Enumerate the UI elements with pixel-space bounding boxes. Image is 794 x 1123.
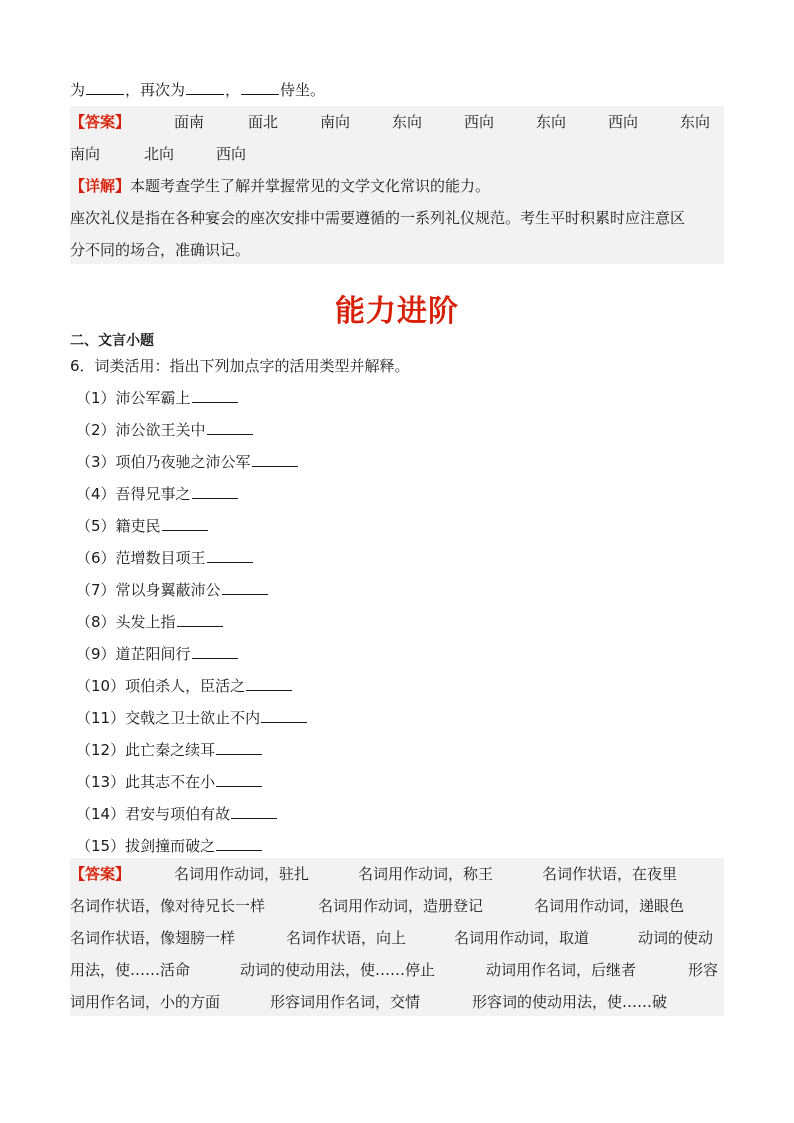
item-text: （6）范增数目项王 [76, 549, 206, 567]
answer-row [70, 926, 724, 950]
blank-line [216, 738, 262, 755]
question-item [76, 482, 239, 506]
answer-item: 名词作状语，像翅膀一样 [70, 929, 236, 947]
question-item [76, 514, 209, 538]
answer-item: 南向 [320, 113, 351, 131]
item-text: （15）拔剑撞而破之 [76, 837, 216, 855]
question-item [76, 386, 239, 410]
item-text: （7）常以身翼蔽沛公 [76, 581, 221, 599]
answer-row [70, 958, 724, 982]
answer-item: 面北 [248, 113, 279, 131]
section-title: 二、文言小题 [70, 333, 154, 349]
answer-row [70, 990, 724, 1014]
blank-line [222, 578, 268, 595]
item-text: （14）君安与项伯有故 [76, 805, 231, 823]
text-fragment: 为 [70, 81, 86, 99]
blank-line [207, 418, 253, 435]
blank-line [231, 802, 277, 819]
answer-item: 东向 [680, 113, 711, 131]
question-item [76, 802, 278, 826]
question-item [76, 418, 254, 442]
answer-item: 东向 [536, 113, 567, 131]
item-text: （9）道芷阳间行 [76, 645, 191, 663]
answer-item: 名词作状语，向上 [286, 929, 407, 947]
item-text: （1）沛公军霸上 [76, 389, 191, 407]
answer-item: 西向 [216, 145, 247, 163]
section-heading: 能力进阶 [335, 294, 459, 329]
answer-row [70, 894, 724, 918]
answer-box-2 [70, 858, 724, 1016]
blank-line [246, 674, 292, 691]
answer-item: 动词用作名词，后继者 [486, 961, 637, 979]
blank-line [192, 386, 238, 403]
item-text: （4）吾得兄事之 [76, 485, 191, 503]
answer-item: 西向 [464, 113, 495, 131]
blank-line [261, 706, 307, 723]
answer-item: 面南 [174, 113, 205, 131]
answer-tag: 【答案】 [70, 113, 131, 131]
question-item [76, 770, 263, 794]
detail-tag: 【详解】 [70, 177, 131, 195]
question-item [76, 610, 224, 634]
answer-item: 名词作状语，在夜里 [542, 865, 678, 883]
answer-item: 形容 [688, 961, 719, 979]
answer-item: 名词用作动词，取道 [454, 929, 590, 947]
question-item [76, 674, 293, 698]
answer-item: 西向 [608, 113, 639, 131]
blank-line [86, 78, 124, 95]
answer-item: 动词的使动用法，使……停止 [240, 961, 436, 979]
detail-line: 分不同的场合，准确识记。 [70, 241, 251, 259]
detail-line [70, 174, 490, 198]
question-item [76, 834, 263, 858]
item-text: （2）沛公欲王关中 [76, 421, 206, 439]
question-text: 6．词类活用：指出下列加点字的活用类型并解释。 [70, 357, 410, 375]
blank-line [192, 642, 238, 659]
text-fragment: 侍坐。 [280, 81, 326, 99]
item-text: （3）项伯乃夜驰之沛公军 [76, 453, 251, 471]
answer-item: 名词作状语，像对待兄长一样 [70, 897, 266, 915]
detail-line: 座次礼仪是指在各种宴会的座次安排中需要遵循的一系列礼仪规范。考生平时积累时应注意区 [70, 209, 686, 227]
question-item [76, 450, 299, 474]
answer-item: 北向 [144, 145, 175, 163]
blank-line [192, 482, 238, 499]
answer-item: 名词用作动词，递眼色 [534, 897, 685, 915]
answer-item: 动词的使动 [638, 929, 714, 947]
answer-row [70, 110, 724, 134]
answer-item: 形容词用作名词，交情 [270, 993, 421, 1011]
item-text: （12）此亡秦之续耳 [76, 741, 216, 759]
answer-item: 东向 [392, 113, 423, 131]
text-fragment: ， [225, 81, 241, 99]
answer-item: 形容词的使动用法，使……破 [472, 993, 668, 1011]
answer-item: 用法，使……活命 [70, 961, 191, 979]
item-text: （8）头发上指 [76, 613, 176, 631]
detail-text: 本题考查学生了解并掌握常见的文学文化常识的能力。 [130, 177, 491, 195]
answer-tag: 【答案】 [70, 865, 131, 883]
answer-item: 南向 [70, 145, 101, 163]
question-item [76, 642, 239, 666]
question-item [76, 738, 263, 762]
answer-item: 名词用作动词，造册登记 [318, 897, 484, 915]
question-item [76, 706, 308, 730]
answer-item: 名词用作动词，称王 [358, 865, 494, 883]
blank-line [252, 450, 298, 467]
answer-item: 词用作名词，小的方面 [70, 993, 221, 1011]
answer-row [70, 862, 724, 886]
item-text: （11）交戟之卫士欲止不内 [76, 709, 261, 727]
blank-line [177, 610, 223, 627]
question-item [76, 578, 269, 602]
blank-line [207, 546, 253, 563]
question-item [76, 546, 254, 570]
blank-line [241, 78, 279, 95]
text-fragment: ，再次为 [125, 81, 186, 99]
item-text: （13）此其志不在小 [76, 773, 216, 791]
answer-box-1 [70, 106, 724, 264]
item-text: （10）项伯杀人，臣活之 [76, 677, 246, 695]
blank-line [162, 514, 208, 531]
seating-question-tail [70, 78, 325, 102]
answer-row [70, 142, 724, 166]
blank-line [216, 770, 262, 787]
blank-line [186, 78, 224, 95]
answer-item: 名词用作动词，驻扎 [174, 865, 310, 883]
blank-line [216, 834, 262, 851]
item-text: （5）籍吏民 [76, 517, 161, 535]
